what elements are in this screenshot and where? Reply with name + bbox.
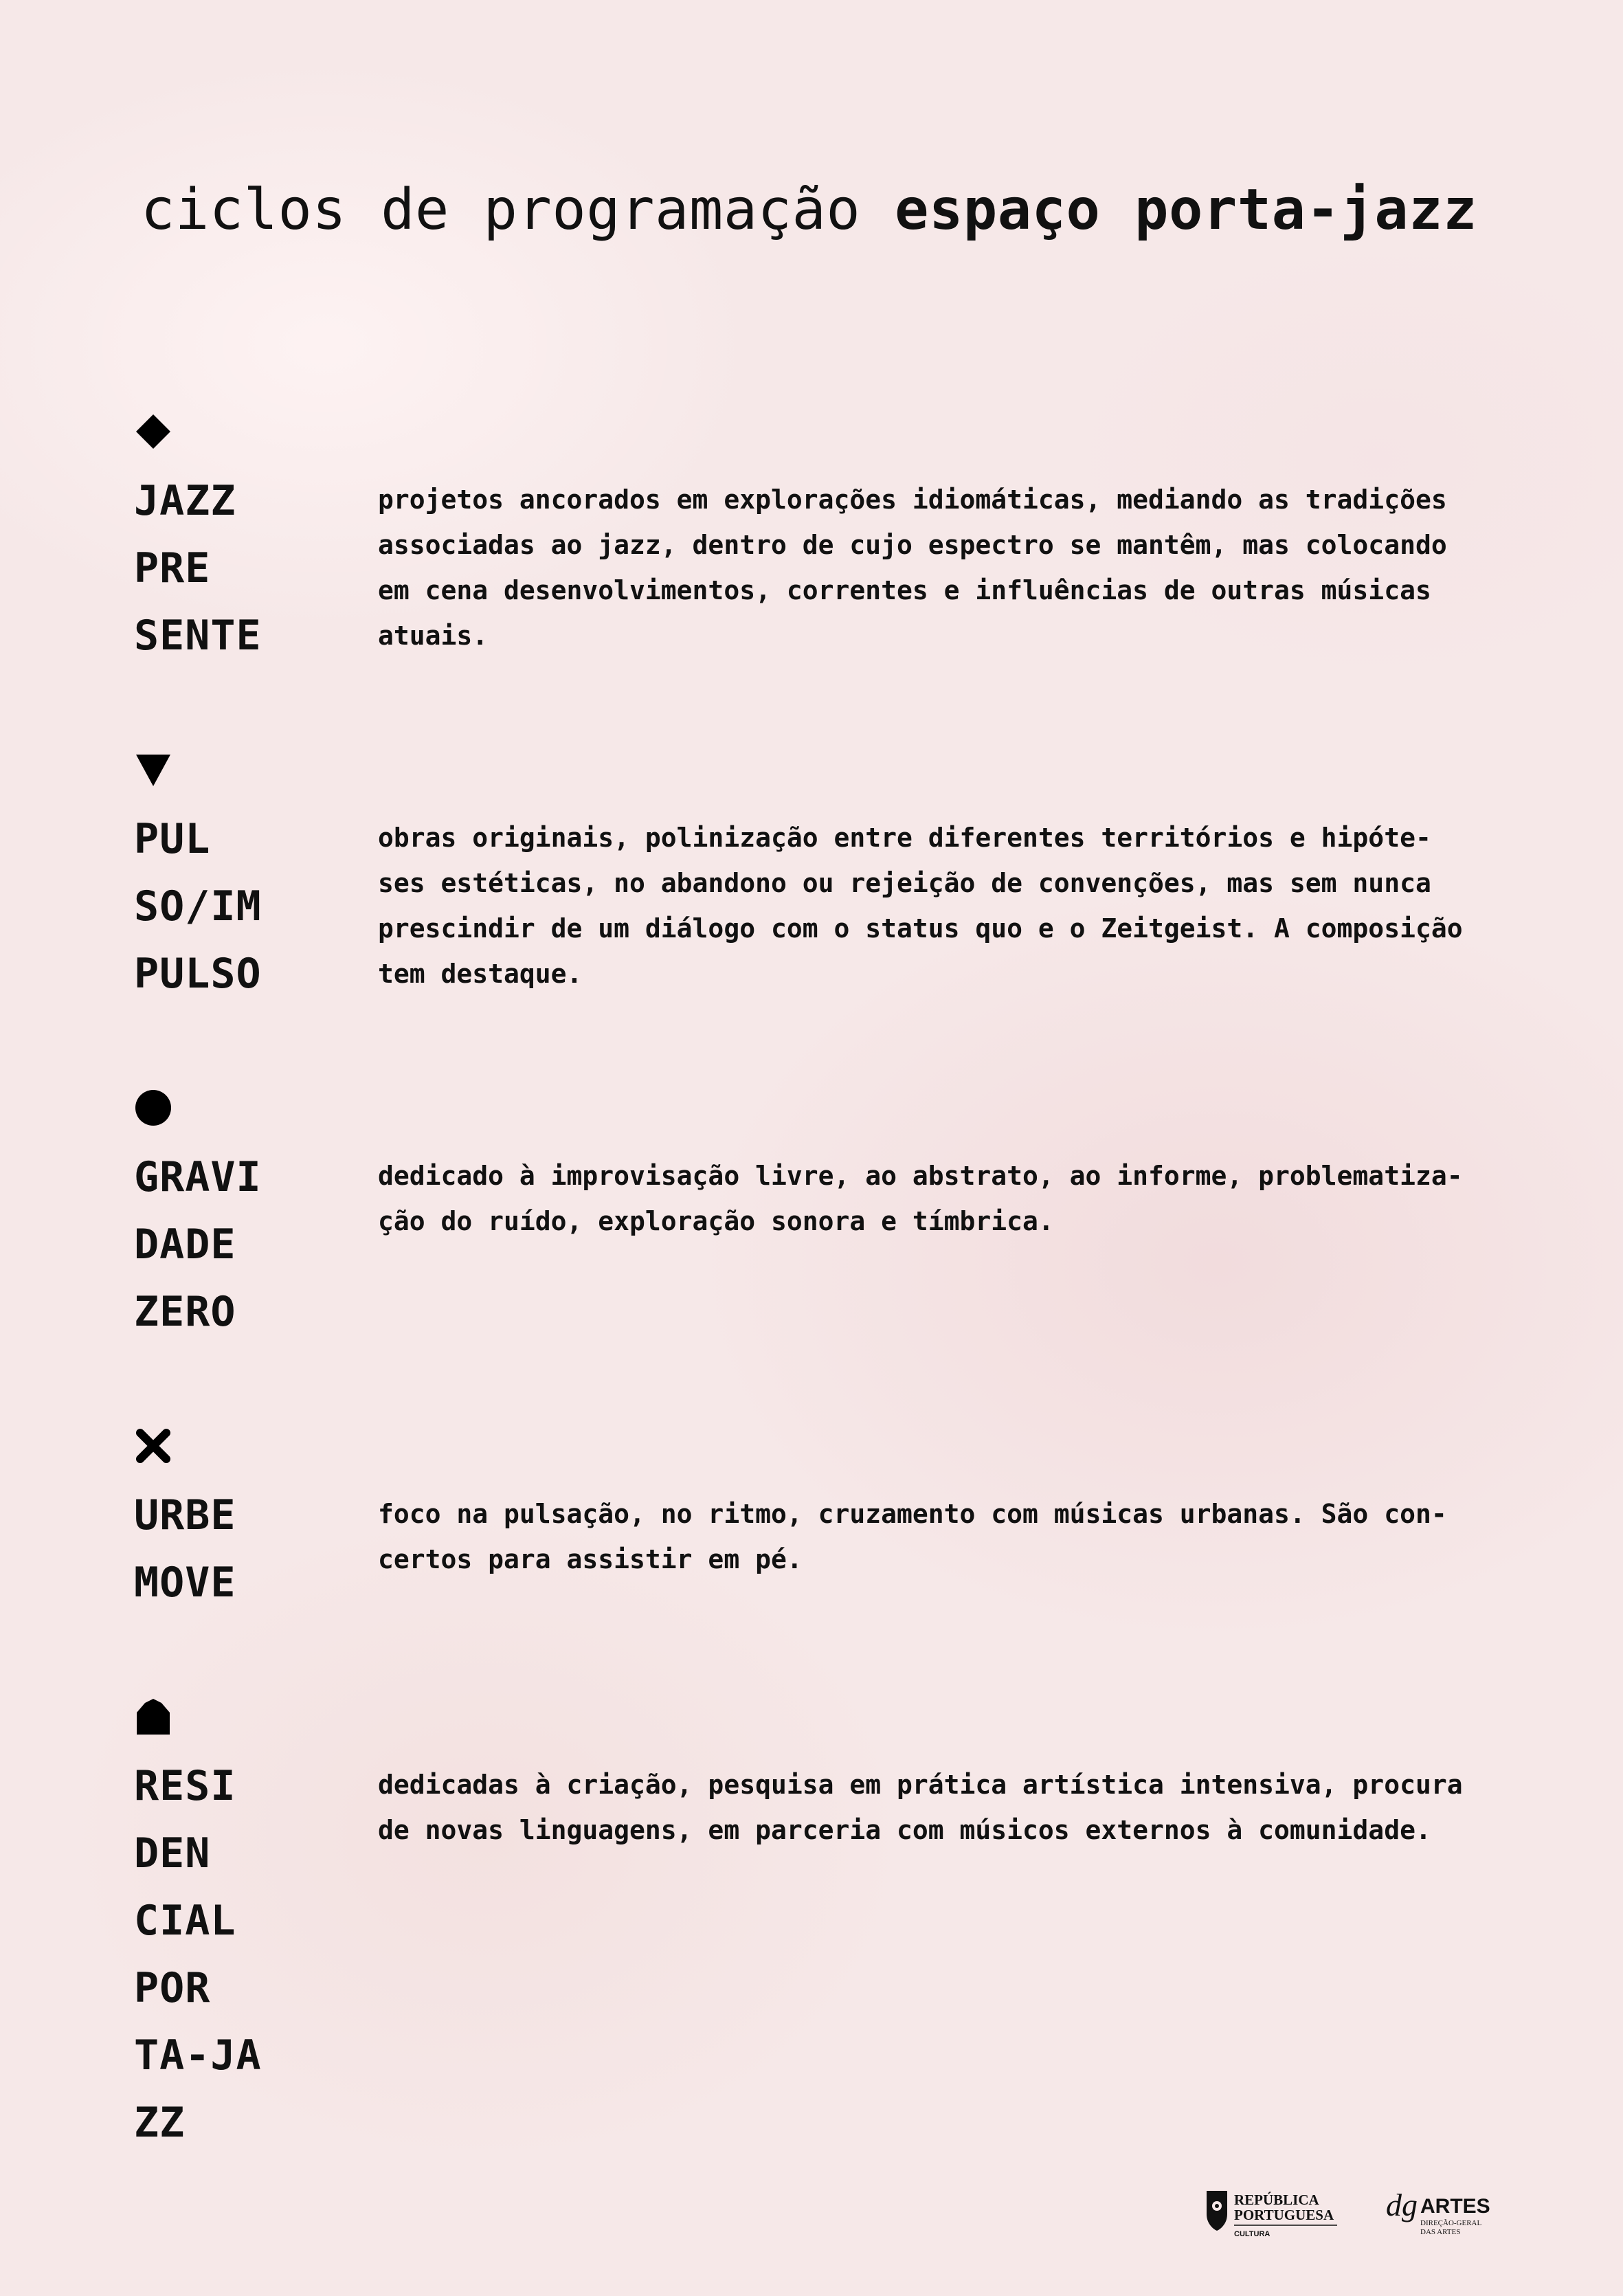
cycle-name	[134, 1144, 361, 1346]
cycle-name-line: PULSO	[134, 950, 262, 998]
title-regular: ciclos de programação	[141, 177, 895, 243]
circle-icon	[134, 1089, 172, 1127]
republica-line1: REPÚBLICA	[1234, 2192, 1319, 2208]
cycle-description: projetos ancorados em explorações idiomáticas, mediando as tradições associadas ao jazz, dentro de cujo espectro se mantêm, mas colocando em cena desenvolvimentos, correntes e influências de outras músicas atuais.	[378, 484, 1447, 651]
cycle-name-line: DEN	[134, 1829, 211, 1877]
house-icon	[134, 1697, 172, 1736]
cycle-name-line: ZZ	[134, 2099, 186, 2147]
cycle-name-line: CIAL	[134, 1897, 236, 1945]
cycle-name-line: SO/IM	[134, 882, 262, 930]
title-bold: espaço porta-jazz	[895, 177, 1477, 243]
dgartes-sub1: DIREÇÃO-GERAL	[1420, 2219, 1482, 2227]
cycle-name-line: SENTE	[134, 612, 262, 660]
dgartes-sub2: DAS ARTES	[1420, 2228, 1461, 2236]
cycle-name-line: URBE	[134, 1491, 236, 1539]
cycle-name	[134, 805, 361, 1007]
page-title	[141, 177, 1477, 243]
coat-of-arms-icon	[1207, 2191, 1227, 2231]
cycle-name-line: TA-JA	[134, 2031, 262, 2080]
cycle-name-line: PUL	[134, 815, 211, 863]
cycle-name-line: PRE	[134, 544, 211, 592]
republica-portuguesa-logo	[1202, 2185, 1340, 2240]
cycle-name	[134, 1482, 361, 1616]
sponsor-logos	[1202, 2185, 1505, 2240]
cycle-name	[134, 1752, 361, 2156]
cycle-description: obras originais, polinização entre diferentes territórios e hipóte- ses estéticas, no abandono ou rejeição de convenções, mas sem nunca prescindir de um diálogo com o status quo e o Zeitgeist. A composição tem destaque.	[378, 823, 1463, 989]
cycle-name-line: GRAVI	[134, 1153, 262, 1201]
republica-line2: PORTUGUESA	[1234, 2207, 1334, 2223]
cycle-name-line: POR	[134, 1964, 211, 2012]
cycle-description: dedicadas à criação, pesquisa em prática artística intensiva, procura de novas linguagens, em parceria com músicos externos à comunidade.	[378, 1770, 1463, 1845]
diamond-icon	[134, 412, 172, 451]
cycle-name-line: DADE	[134, 1221, 236, 1269]
cycle-description: foco na pulsação, no ritmo, cruzamento com músicas urbanas. São con- certos para assistir em pé.	[378, 1499, 1447, 1574]
cycle-description: dedicado à improvisação livre, ao abstrato, ao informe, problematiza- ção do ruído, exploração sonora e tímbrica.	[378, 1161, 1463, 1236]
cross-icon	[134, 1427, 172, 1465]
cycle-name-line: MOVE	[134, 1559, 236, 1607]
dgartes-logo	[1385, 2185, 1505, 2240]
republica-line3: CULTURA	[1234, 2230, 1271, 2238]
cycle-name	[134, 467, 361, 669]
cycle-name-line: JAZZ	[134, 477, 236, 525]
cycle-name-line: RESI	[134, 1762, 236, 1810]
cycle-name-line: ZERO	[134, 1288, 236, 1336]
dgartes-word: ARTES	[1420, 2195, 1490, 2218]
triangle-down-icon	[134, 750, 172, 789]
dgartes-mark: dg	[1386, 2187, 1418, 2222]
